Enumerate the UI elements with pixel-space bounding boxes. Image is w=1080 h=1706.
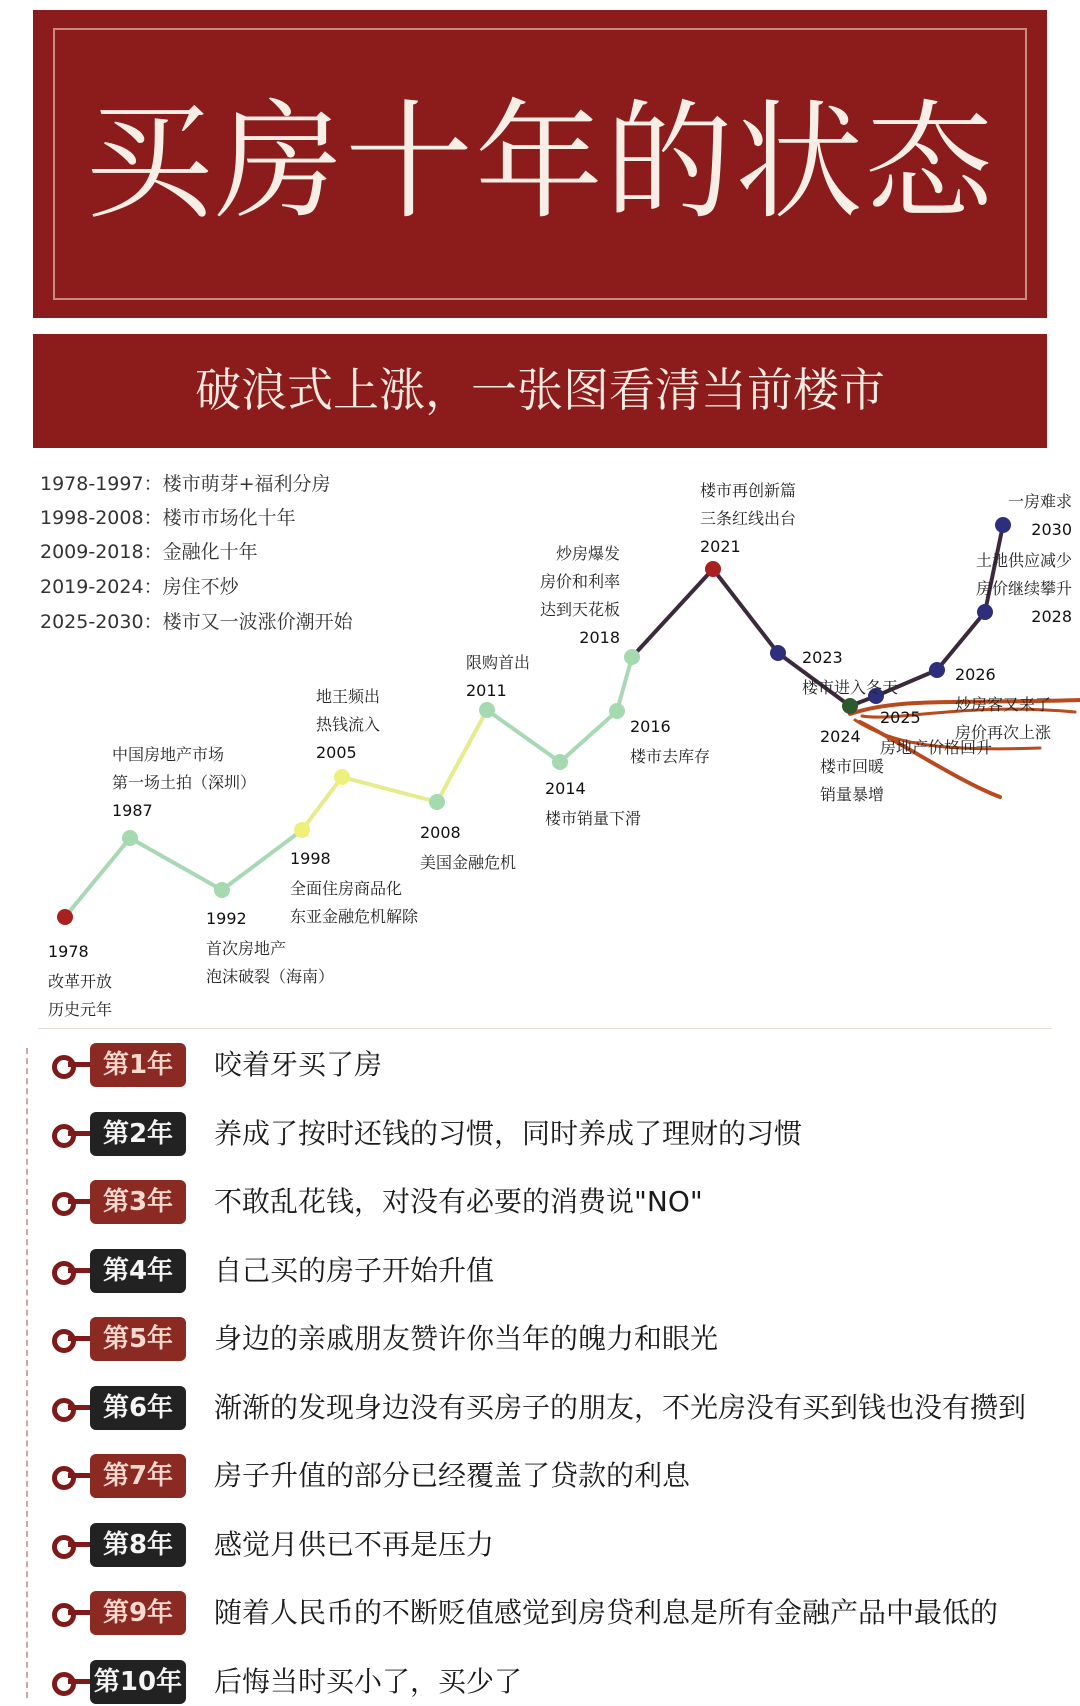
timeline-event-label: 土地供应减少: [975, 551, 1072, 570]
timeline-year-label: 1992: [206, 909, 247, 928]
timeline-segment: [617, 657, 632, 711]
timeline-node-2008: [429, 794, 445, 810]
year-description: 身边的亲戚朋友赞许你当年的魄力和眼光: [214, 1322, 719, 1355]
timeline-event-label: 中国房地产市场: [112, 745, 225, 764]
timeline-event-label: 销量暴增: [820, 785, 885, 804]
timeline-event-label: 泡沫破裂（海南）: [206, 967, 335, 986]
title-banner: [33, 10, 1047, 318]
timeline-event-label: 首次房地产: [206, 939, 287, 958]
legend-item: 2009-2018：金融化十年: [40, 541, 258, 563]
timeline-node-2026: [929, 662, 945, 678]
timeline-event-label: 炒房爆发: [555, 544, 620, 563]
timeline-segment: [302, 777, 342, 830]
timeline-year-label: 2025: [880, 708, 921, 727]
timeline-ring-icon: [52, 1329, 76, 1353]
timeline-segment: [713, 569, 778, 653]
timeline-chart: [0, 452, 1080, 1032]
timeline-year-label: 2024: [820, 727, 861, 746]
timeline-event-label: 第一场土拍（深圳）: [112, 773, 257, 792]
connector-line: [68, 1336, 90, 1341]
timeline-event-label: 历史元年: [48, 1000, 113, 1019]
year-row: [38, 1521, 1058, 1569]
legend-item: 1978-1997：楼市萌芽+福利分房: [40, 473, 331, 495]
timeline-event-label: 达到天花板: [539, 600, 620, 619]
year-description: 咬着牙买了房: [214, 1048, 383, 1081]
timeline-segment: [487, 710, 560, 762]
timeline-year-label: 2005: [316, 743, 357, 762]
year-row: [38, 1384, 1058, 1432]
timeline-event-label: 热钱流入: [316, 715, 381, 734]
year-badge: 第5年: [90, 1317, 186, 1361]
timeline-event-label: 全面住房商品化: [290, 879, 403, 898]
timeline-event-label: 炒房客又来了: [955, 695, 1052, 714]
timeline-ring-icon: [52, 1535, 76, 1559]
year-badge: 第9年: [90, 1591, 186, 1635]
timeline-node-2023: [770, 645, 786, 661]
timeline-year-label: 2030: [1031, 520, 1072, 539]
year-description: 随着人民币的不断贬值感觉到房贷利息是所有金融产品中最低的: [214, 1596, 999, 1629]
years-list: [38, 1028, 1052, 1699]
legend-item: 1998-2008：楼市市场化十年: [40, 507, 296, 529]
timeline-event-label: 房地产价格回升: [880, 738, 993, 757]
timeline-event-label: 楼市销量下滑: [545, 809, 642, 828]
timeline-year-label: 2028: [1031, 607, 1072, 626]
timeline-event-label: 房价和利率: [539, 572, 620, 591]
timeline-ring-icon: [52, 1466, 76, 1490]
timeline-event-label: 限购首出: [466, 653, 531, 672]
years-dashed-line: [26, 1048, 28, 1698]
page-subtitle: 破浪式上涨，一张图看清当前楼市: [195, 363, 885, 417]
timeline-ring-icon: [52, 1124, 76, 1148]
timeline-year-label: 2026: [955, 665, 996, 684]
year-description: 房子升值的部分已经覆盖了贷款的利息: [214, 1459, 691, 1492]
timeline-year-label: 2008: [420, 823, 461, 842]
timeline-year-label: 2021: [700, 537, 741, 556]
year-row: [38, 1589, 1058, 1637]
timeline-segment: [632, 569, 713, 657]
timeline-event-label: 楼市去库存: [630, 747, 711, 766]
year-row: [38, 1178, 1058, 1226]
legend: [40, 473, 354, 633]
year-badge: 第7年: [90, 1454, 186, 1498]
year-badge: 第6年: [90, 1386, 186, 1430]
year-description: 渐渐的发现身边没有买房子的朋友，不光房没有买到钱也没有攒到: [214, 1390, 1027, 1424]
timeline-ring-icon: [52, 1192, 76, 1216]
timeline-node-1978: [57, 909, 73, 925]
year-badge: 第1年: [90, 1043, 186, 1087]
year-description: 自己买的房子开始升值: [214, 1253, 495, 1287]
timeline-event-label: 房价继续攀升: [975, 579, 1072, 598]
timeline-node-2011: [479, 702, 495, 718]
connector-line: [68, 1199, 90, 1204]
year-description: 感觉月供已不再是压力: [214, 1527, 495, 1561]
timeline-node-1992: [214, 882, 230, 898]
timeline-node-1998: [294, 822, 310, 838]
timeline-year-label: 2011: [466, 681, 507, 700]
year-row: [38, 1315, 1058, 1363]
timeline-event-label: 三条红线出台: [700, 509, 797, 528]
year-row: [38, 1452, 1058, 1500]
timeline-segment: [437, 710, 487, 802]
year-description: 后悔当时买小了，买少了: [214, 1664, 523, 1698]
timeline-ring-icon: [52, 1398, 76, 1422]
year-row: [38, 1658, 1058, 1706]
year-badge: 第4年: [90, 1249, 186, 1293]
subtitle-banner: [33, 334, 1047, 448]
year-badge: 第2年: [90, 1112, 186, 1156]
timeline-event-label: 房价再次上涨: [955, 723, 1052, 742]
legend-item: 2019-2024：房住不炒: [40, 576, 239, 598]
timeline-year-label: 2018: [579, 628, 620, 647]
timeline-node-2030: [995, 517, 1011, 533]
connector-line: [68, 1405, 90, 1410]
timeline-year-label: 1987: [112, 801, 153, 820]
timeline-node-2005: [334, 769, 350, 785]
connector-line: [68, 1610, 90, 1615]
timeline-event-label: 地王频出: [316, 687, 381, 706]
timeline-year-label: 2023: [802, 648, 843, 667]
timeline-ring-icon: [52, 1672, 76, 1696]
year-row: [38, 1247, 1058, 1295]
timeline-event-label: 楼市再创新篇: [700, 481, 797, 500]
timeline-node-2028: [977, 604, 993, 620]
year-badge: 第8年: [90, 1523, 186, 1567]
connector-line: [68, 1679, 90, 1684]
timeline-segment: [937, 612, 985, 670]
connector-line: [68, 1473, 90, 1478]
connector-line: [68, 1542, 90, 1547]
year-description: 养成了按时还钱的习惯，同时养成了理财的习惯: [214, 1116, 803, 1150]
timeline-event-label: 楼市回暖: [820, 757, 885, 776]
timeline-event-label: 一房难求: [1007, 492, 1072, 511]
year-row: [38, 1041, 1058, 1089]
timeline-year-label: 2016: [630, 717, 671, 736]
year-badge: 第10年: [90, 1660, 186, 1704]
timeline-segment: [560, 711, 617, 762]
timeline-event-label: 楼市进入冬天: [802, 678, 899, 697]
year-description: 不敢乱花钱，对没有必要的消费说"NO": [214, 1185, 703, 1218]
timeline-node-2024: [842, 698, 858, 714]
timeline-year-label: 2014: [545, 779, 586, 798]
timeline-segment: [342, 777, 437, 802]
connector-line: [68, 1131, 90, 1136]
timeline-node-2021: [705, 561, 721, 577]
timeline-node-2014: [552, 754, 568, 770]
timeline-node-2016: [609, 703, 625, 719]
timeline-event-label: 改革开放: [48, 972, 113, 991]
timeline-ring-icon: [52, 1261, 76, 1285]
year-badge: 第3年: [90, 1180, 186, 1224]
timeline-year-label: 1998: [290, 849, 331, 868]
timeline-event-label: 美国金融危机: [420, 853, 517, 872]
timeline-segment: [130, 838, 222, 890]
page-title: 买房十年的状态: [84, 88, 995, 237]
timeline-year-label: 1978: [48, 942, 89, 961]
legend-item: 2025-2030：楼市又一波涨价潮开始: [40, 611, 353, 633]
connector-line: [68, 1268, 90, 1273]
year-row: [38, 1110, 1058, 1158]
connector-line: [68, 1062, 90, 1067]
timeline-node-1987: [122, 830, 138, 846]
timeline-ring-icon: [52, 1055, 76, 1079]
timeline-ring-icon: [52, 1603, 76, 1627]
timeline-segment: [65, 838, 130, 917]
timeline-event-label: 东亚金融危机解除: [290, 907, 419, 926]
timeline-node-2018: [624, 649, 640, 665]
